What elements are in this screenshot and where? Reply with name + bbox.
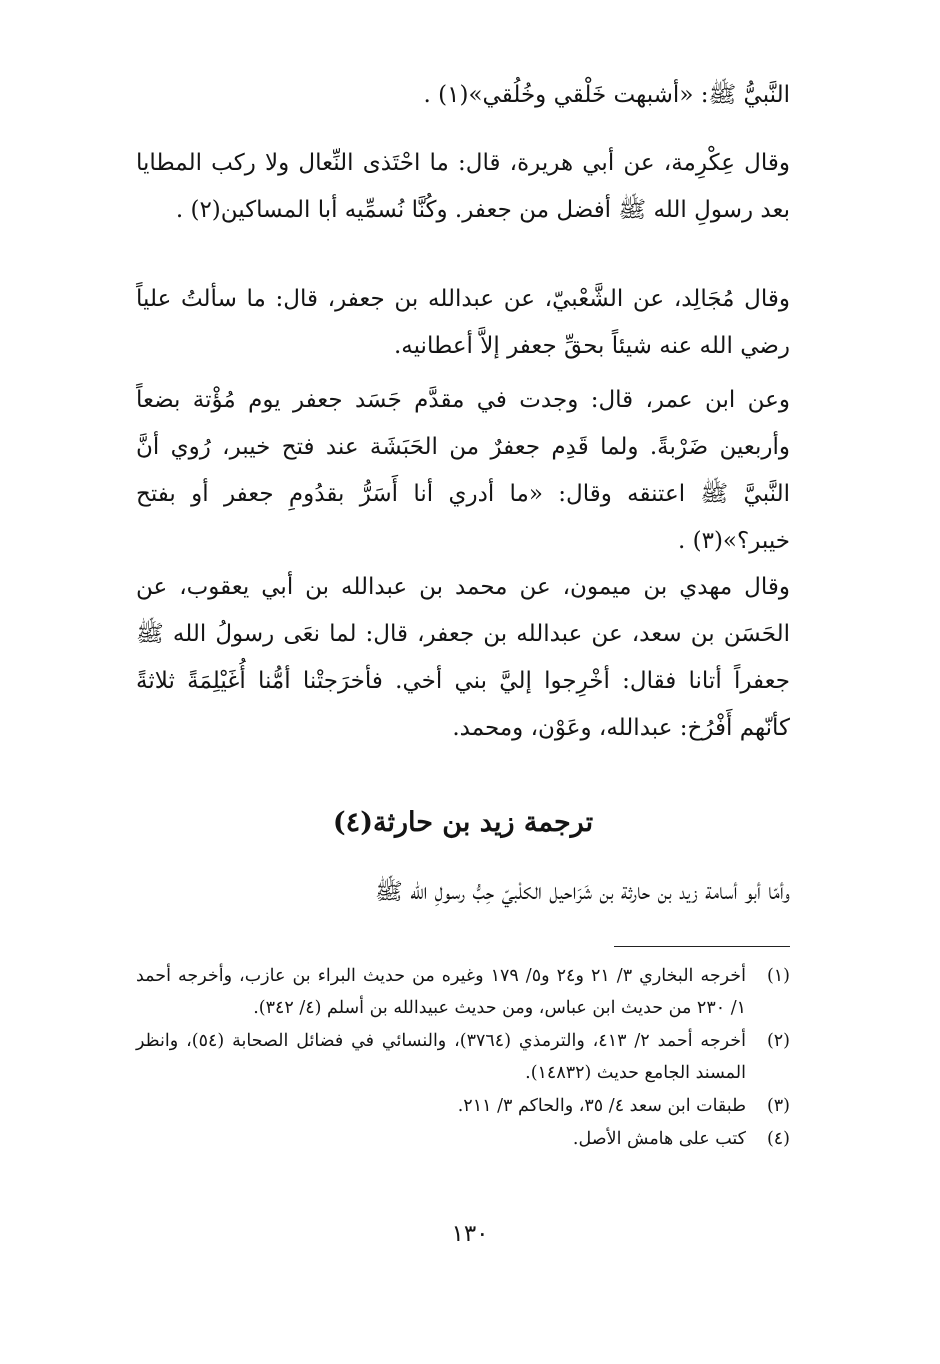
page-number: ١٣٠ [451, 1221, 489, 1247]
footnote-text: أخرجه أحمد ٢/ ٤١٣، والترمذي (٣٧٦٤)، والنسائي في فضائل الصحابة (٥٤)، وانظر المسند الجامع حديث (١٤٨٣٢). [136, 1031, 746, 1083]
paragraph: وقال عِكْرِمة، عن أبي هريرة، قال: ما احْتَذى النِّعال ولا ركب المطايا بعد رسولِ الله ﷺ أفضل من جعفر. وكُنَّا نُسمِّيه أبا المساكين(٢) . [136, 150, 790, 223]
footnote-number: (٣) [766, 1096, 790, 1116]
footnote-text: طبقات ابن سعد ٤/ ٣٥، والحاكم ٣/ ٢١١. [457, 1096, 746, 1116]
footnote [136, 1090, 790, 1122]
paragraph: وقال مُجَالِد، عن الشَّعْبيّ، عن عبدالله بن جعفر، قال: ما سألتُ علياً رضي الله عنه شيئاً بحقِّ جعفر إلاَّ أعطانيه. [136, 286, 790, 359]
paragraph: وأمّا أبو أسامة زيد بن حارثة بن شَرَاحيل الكلْبيّ حِبُّ رسولِ الله ﷺ [375, 879, 790, 905]
paragraph: النَّبيُّ ﷺ: «أشبهت خَلْقي وخُلُقي»(١) . [423, 82, 790, 108]
paragraph: وقال مهدي بن ميمون، عن محمد بن عبدالله بن أبي يعقوب، عن الحَسَن بن سعد، عن عبدالله بن جعفر، قال: لما نعَى رسولُ الله ﷺ جعفراً أتانا فقال: أخْرِجوا إليَّ بني أخي. فأخرَجتْنا أمُّنا أُغَيْلِمَةً ثلاثةً كأنّهم أَفْرُخ: عبدالله، وعَوْن، ومحمد. [136, 574, 790, 741]
footnote-text: أخرجه البخاري ٣/ ٢١ و٢٤ و٥/ ١٧٩ وغيره من حديث البراء بن عازب، وأخرجه أحمد ١/ ٢٣٠ من حديث ابن عباس، ومن حديث عبيدالله بن أسلم (٤/ ٣٤٢). [136, 966, 746, 1018]
footnote-number: (١) [766, 966, 790, 986]
footnote-number: (٤) [766, 1129, 790, 1149]
section-heading: ترجمة زيد بن حارثة(٤) [332, 807, 594, 838]
footnotes [136, 960, 790, 1156]
footnote [136, 1123, 790, 1155]
footnote [136, 960, 790, 1024]
paragraph: وعن ابن عمر، قال: وجدت في مقدَّم جَسَد جعفر يوم مُؤْتة بضعاً وأربعين ضَرْبةً. ولما قَدِم جعفرٌ من الحَبَشَة عند فتح خيبر، رُوي أنَّ النَّبيَّ ﷺ اعتنقه وقال: «ما أدري أنا أَسَرُّ بقدُومِ جعفر أو بفتح خيبر؟»(٣) . [136, 387, 790, 554]
footnote-divider [614, 946, 790, 947]
footnote [136, 1025, 790, 1089]
footnote-number: (٢) [766, 1031, 790, 1051]
footnote-text: كتب على هامش الأصل. [572, 1129, 746, 1149]
